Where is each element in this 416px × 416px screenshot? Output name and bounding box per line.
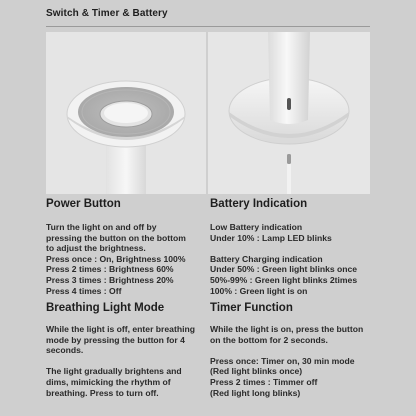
text-line: Press 4 times : Off	[46, 285, 122, 296]
text-line: (Red light long blinks)	[210, 387, 301, 398]
text-line: Under 10% : Lamp LED blinks	[210, 232, 332, 243]
text-line: Press 3 times : Brightness 20%	[46, 274, 174, 285]
text-line: Low Battery indication	[210, 222, 303, 232]
page-title: Switch & Timer & Battery	[46, 8, 168, 19]
text-line: Press 2 times : Brightness 60%	[46, 264, 174, 275]
text-line: Press 2 times : Timmer off	[210, 376, 318, 387]
power-button-text	[46, 222, 186, 296]
text-line: pressing the button on the bottom	[46, 232, 186, 243]
text-line: breathing. Press to turn off.	[46, 387, 159, 398]
text-line: to adjust the brightness.	[46, 243, 146, 254]
power-button-heading: Power Button	[46, 198, 121, 210]
title-divider	[46, 26, 370, 27]
text-line: 50%-99% : Green light blinks 2times	[210, 274, 358, 285]
text-line: Turn the light on and off by	[46, 222, 157, 232]
text-line: Under 50% : Green light blinks once	[210, 264, 358, 275]
text-line: Press once : On, Brightness 100%	[46, 253, 186, 264]
timer-function-heading: Timer Function	[210, 302, 293, 314]
breathing-light-heading: Breathing Light Mode	[46, 302, 165, 314]
text-line: 100% : Green light is on	[210, 285, 308, 296]
text-line: on the bottom for 2 seconds.	[210, 334, 328, 345]
battery-indication-text	[210, 222, 357, 296]
lamp-top-image	[46, 32, 206, 194]
timer-function-text	[210, 324, 363, 398]
text-line: dims, mimicking the rhythm of	[46, 376, 171, 387]
breathing-light-text	[46, 324, 195, 398]
text-line: mode by pressing the button for 4	[46, 334, 185, 345]
text-line: (Red light blinks once)	[210, 366, 303, 377]
text-line: Press once: Timer on, 30 min mode	[210, 355, 355, 366]
battery-indication-heading: Battery Indication	[210, 198, 308, 210]
text-line: While the light is off, enter breathing	[46, 324, 195, 334]
text-line: Battery Charging indication	[210, 253, 323, 264]
text-line: While the light is on, press the button	[210, 324, 364, 334]
text-line: The light gradually brightens and	[46, 366, 182, 377]
lamp-base-image	[208, 32, 370, 194]
text-line: seconds.	[46, 345, 84, 356]
